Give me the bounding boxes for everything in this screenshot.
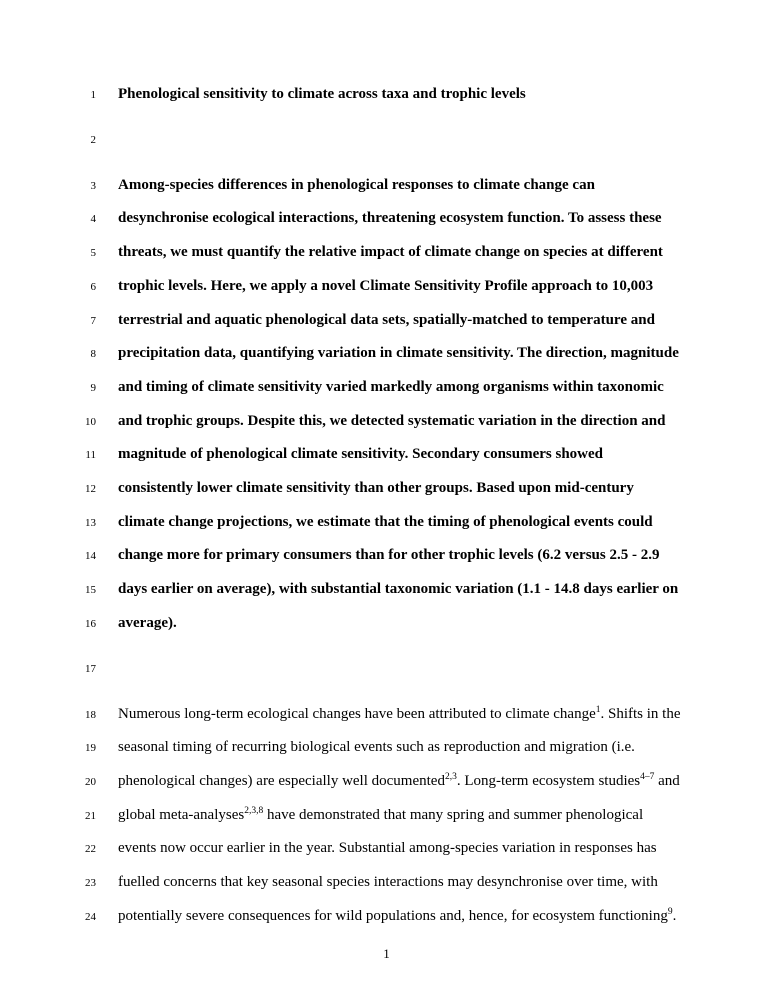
manuscript-line-12: [0, 472, 773, 506]
line-number: 20: [85, 775, 96, 788]
line-text: and timing of climate sensitivity varied markedly among organisms within taxonomic: [118, 378, 664, 395]
citation-superscript: 4–7: [640, 771, 655, 782]
line-text: desynchronise ecological interactions, threatening ecosystem function. To assess these: [118, 210, 662, 227]
line-number: 19: [85, 742, 96, 755]
line-text: and trophic groups. Despite this, we detected systematic variation in the direction and: [118, 412, 666, 429]
line-number: 4: [90, 213, 96, 226]
manuscript-line-4: [0, 202, 773, 236]
line-number: 8: [90, 348, 96, 361]
line-text: potentially severe consequences for wild populations and, hence, for ecosystem functioning$^9$.: [118, 906, 677, 924]
line-number: 14: [85, 550, 96, 563]
manuscript-line-8: [0, 337, 773, 371]
manuscript-line-15: [0, 573, 773, 607]
manuscript-line-2: [0, 118, 773, 163]
line-number: 13: [85, 516, 96, 529]
line-text: terrestrial and aquatic phenological data sets, spatially-matched to temperature and: [118, 311, 655, 328]
citation-superscript: 9: [667, 906, 673, 917]
manuscript-line-16: [0, 607, 773, 641]
manuscript-line-24: [0, 900, 773, 934]
line-number: 1: [90, 89, 96, 101]
manuscript-line-10: [0, 405, 773, 439]
line-text: precipitation data, quantifying variation in climate sensitivity. The direction, magnitude: [118, 345, 679, 362]
manuscript-line-6: [0, 270, 773, 304]
manuscript-line-22: [0, 832, 773, 866]
line-number: 24: [85, 910, 96, 923]
line-text: days earlier on average), with substantial taxonomic variation (1.1 - 14.8 days earlier on: [118, 581, 679, 598]
manuscript-line-17: [0, 647, 773, 692]
line-text: consistently lower climate sensitivity than other groups. Based upon mid-century: [118, 480, 634, 497]
manuscript-line-3: [0, 169, 773, 203]
manuscript-line-18: [0, 698, 773, 732]
line-text: events now occur earlier in the year. Substantial among-species variation in responses has: [118, 840, 657, 857]
line-number: 10: [85, 415, 96, 428]
line-text: Phenological sensitivity to climate across taxa and trophic levels: [118, 86, 526, 102]
line-text: Among-species differences in phenological responses to climate change can: [118, 176, 595, 193]
line-text: phenological changes) are especially well documented$^{2,3}$. Long-term ecosystem studies$^{4-7}$ and: [118, 771, 680, 789]
manuscript-line-1: [0, 78, 773, 112]
line-number: 22: [85, 843, 96, 856]
line-number: 17: [85, 662, 96, 675]
manuscript-line-5: [0, 236, 773, 270]
line-number: 16: [85, 617, 96, 630]
line-text: threats, we must quantify the relative impact of climate change on species at different: [118, 244, 663, 261]
line-text: magnitude of phenological climate sensitivity. Secondary consumers showed: [118, 446, 604, 463]
line-number: 21: [85, 809, 96, 822]
line-number: 5: [90, 247, 96, 260]
line-text: average).: [118, 614, 177, 631]
line-number: 15: [85, 584, 96, 597]
manuscript-line-23: [0, 866, 773, 900]
line-number: 3: [90, 179, 96, 192]
line-number: 23: [85, 877, 96, 890]
manuscript-line-7: [0, 304, 773, 338]
line-number: 7: [90, 314, 96, 327]
line-number: 12: [85, 483, 96, 496]
page-number: 1: [383, 946, 390, 962]
line-text: climate change projections, we estimate that the timing of phenological events could: [118, 513, 653, 530]
line-number: 2: [90, 133, 96, 146]
manuscript-line-19: [0, 731, 773, 765]
manuscript-line-9: [0, 371, 773, 405]
manuscript-line-20: [0, 765, 773, 799]
line-number: 6: [90, 280, 96, 293]
line-text: global meta-analyses$^{2,3,8}$ have demonstrated that many spring and summer phenological: [118, 805, 644, 823]
citation-superscript: 2,3,8: [244, 805, 264, 816]
line-text: trophic levels. Here, we apply a novel Climate Sensitivity Profile approach to 10,003: [118, 277, 654, 294]
citation-superscript: 1: [595, 704, 601, 715]
manuscript-line-13: [0, 506, 773, 540]
manuscript-line-11: [0, 438, 773, 472]
line-text: Numerous long-term ecological changes have been attributed to climate change$^1$. Shifts in the: [118, 704, 681, 722]
line-text: seasonal timing of recurring biological events such as reproduction and migration (i.e.: [118, 739, 635, 756]
line-number: 18: [85, 708, 96, 721]
citation-superscript: 2,3: [444, 771, 457, 782]
line-number: 11: [85, 449, 96, 462]
manuscript-line-14: [0, 539, 773, 573]
line-number: 9: [90, 381, 96, 394]
line-text: fuelled concerns that key seasonal species interactions may desynchronise over time, with: [118, 874, 658, 891]
line-text: change more for primary consumers than for other trophic levels (6.2 versus 2.5 - 2.9: [118, 547, 660, 564]
manuscript-line-21: [0, 799, 773, 833]
